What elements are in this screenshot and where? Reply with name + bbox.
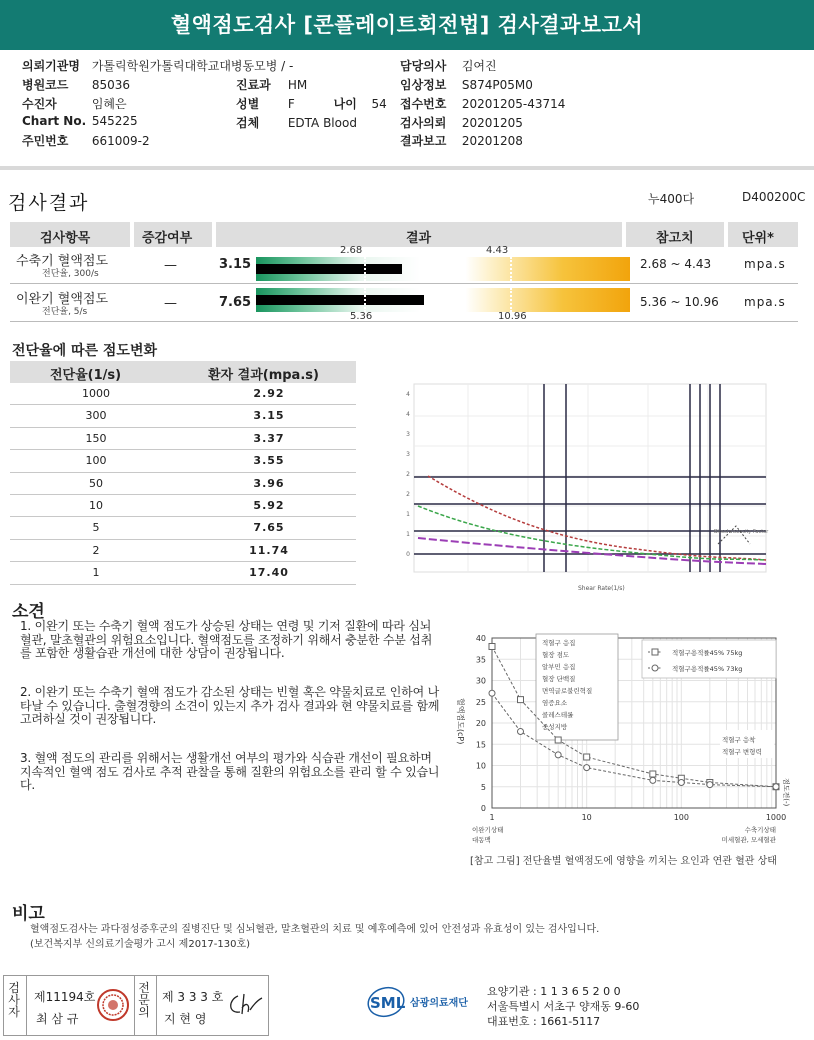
header-divider xyxy=(212,222,216,247)
result-value: 3.15 xyxy=(219,257,252,272)
report-date-row: 결과보고 20201208 xyxy=(400,134,523,148)
table-row xyxy=(10,540,356,562)
shear-value: 7.65 xyxy=(253,521,285,535)
hospital-code-row: 병원코드 85036 xyxy=(22,78,131,92)
dept-row: 진료과 HM xyxy=(236,78,308,92)
factor-item: 적혈구 응집 xyxy=(542,639,576,647)
shear-value: 2.92 xyxy=(253,387,285,400)
result-sub: 전단율, 300/s xyxy=(42,269,99,279)
reference-chart xyxy=(450,628,800,850)
shear-table-header xyxy=(10,361,356,383)
org-address xyxy=(487,984,639,1029)
factor-item: 염증요소 xyxy=(542,699,568,707)
shear-rate: 50 xyxy=(89,476,103,490)
header-result: 결과 xyxy=(406,231,432,246)
factor-item: 콜레스테롤 xyxy=(542,711,574,719)
shear-rate: 10 xyxy=(89,498,103,512)
shear-rate: 150 xyxy=(85,431,107,445)
series-point-1 xyxy=(650,771,656,777)
header-reference: 참고치 xyxy=(656,231,694,246)
result-row-systolic xyxy=(10,245,798,284)
ytick: 4 xyxy=(406,411,410,418)
gauge-high-marker xyxy=(510,257,512,281)
gauge-low-marker xyxy=(364,257,366,281)
ytick: 3 xyxy=(406,431,410,438)
chart2-xticks xyxy=(489,813,786,822)
series-point-1 xyxy=(584,754,590,760)
series-point-1 xyxy=(517,697,523,703)
result-gauge xyxy=(256,288,630,312)
table-row xyxy=(10,383,356,405)
factor2-item: 적혈구 응착 xyxy=(722,736,756,744)
test-code-2: D400200C xyxy=(742,190,806,204)
sml-logo-icon xyxy=(366,984,482,1020)
ytick: 40 xyxy=(475,634,486,643)
ytick: 1 xyxy=(406,531,410,538)
shear-title: 전단율에 따른 점도변화 xyxy=(12,343,157,359)
shear-rate: 1 xyxy=(92,566,100,580)
ytick: 10 xyxy=(475,761,486,771)
remark-line-1: 혈액점도검사는 과다점성증후군의 질병진단 및 심뇌혈관, 말초혈관의 치료 및 예후예측에 있어 안전성과 유효성이 있는 검사입니다. xyxy=(30,924,600,935)
examiner-license: 제11194호 xyxy=(34,990,96,1004)
header-change: 증감여부 xyxy=(142,231,193,246)
chart1-xlabel: Shear Rate(1/s) xyxy=(578,585,625,592)
x-right-label-2: 미세혈관, 모세혈관 xyxy=(721,836,776,844)
clinical-row: 임상정보 S874P05M0 xyxy=(400,78,533,92)
chart-no-row: Chart No. 545225 xyxy=(22,114,138,128)
table-row xyxy=(10,517,356,539)
series-point-1 xyxy=(555,737,561,743)
svg-text:삼광의료재단: 삼광의료재단 xyxy=(410,998,468,1009)
legend-marker-2 xyxy=(652,665,658,671)
opinion-paragraph-2: 2. 이완기 또는 수축기 혈액 점도가 감소된 상태는 빈혈 혹은 약물치료로 인하여 나타날 수 있습니다. 출혈경향의 소견이 있는지 추가 검사 결과와 현 약물치료를 함께 고려하실 것이 권장됩니다. xyxy=(20,685,440,726)
specialist-license: 제 3 3 3 호 xyxy=(162,990,224,1004)
result-change: — xyxy=(164,258,177,273)
result-name: 수축기 혈액점도 xyxy=(16,254,109,269)
factor-item: 면역글로불린혁질 xyxy=(542,687,593,695)
receipt-row: 접수번호 20201205-43714 xyxy=(400,97,566,111)
table-row xyxy=(10,428,356,450)
series-point-2 xyxy=(489,690,495,696)
viscosity-chart xyxy=(388,376,788,594)
ytick: 4 xyxy=(406,391,410,398)
table-row xyxy=(10,495,356,517)
ytick: 1 xyxy=(406,511,410,518)
result-gauge-fill xyxy=(256,295,424,305)
results-header xyxy=(10,222,798,247)
shear-col-rate: 전단율(1/s) xyxy=(50,368,122,383)
result-gauge xyxy=(256,257,630,281)
sex-row: 성별 F 나이 54 xyxy=(236,97,387,111)
address: 서울특별시 서초구 양재동 9-60 xyxy=(487,1000,640,1013)
series-point-2 xyxy=(678,780,684,786)
shear-rate: 5 xyxy=(92,521,100,535)
result-reference: 2.68 ~ 4.43 xyxy=(640,257,712,271)
request-row: 검사의뢰 20201205 xyxy=(400,116,523,130)
shear-rate: 1000 xyxy=(82,387,110,400)
specialist-name: 지 현 영 xyxy=(164,1012,207,1026)
result-unit: mpa.s xyxy=(744,295,786,309)
remark-line-2: (보건복지부 신의료기술평가 고시 제2017-130호) xyxy=(30,939,251,950)
examinee-row: 수진자 임혜은 xyxy=(22,97,127,111)
test-code-1: 누400다 xyxy=(648,192,695,206)
tick-low: 2.68 xyxy=(340,245,363,256)
result-value: 7.65 xyxy=(219,295,252,310)
institution-row: 의뢰기관명 가톨릭학원가톨릭대학교대병동모병 / - xyxy=(22,59,294,73)
series-point-2 xyxy=(773,784,779,790)
legend-label-1: 적혈구용적률45% 75kg xyxy=(672,649,743,657)
result-row-diastolic xyxy=(10,286,798,322)
x-left-label-2: 대동맥 xyxy=(472,836,491,844)
factor-item: 중성지방 xyxy=(542,723,568,731)
x-left-label-1: 이완기상태 xyxy=(472,826,504,834)
signature-box xyxy=(3,975,269,1036)
factor2-item: 적혈구 변형력 xyxy=(722,748,762,756)
series-point-1 xyxy=(489,644,495,650)
ytick: 5 xyxy=(480,782,486,792)
ytick: 2 xyxy=(406,471,410,478)
ytick: 20 xyxy=(475,719,486,728)
shear-value: 3.96 xyxy=(253,476,285,490)
signature-icon xyxy=(226,990,266,1020)
ytick: 3 xyxy=(406,451,410,458)
patient-info xyxy=(0,52,814,170)
tick-high: 4.43 xyxy=(486,245,509,256)
legend-label-2: 적혈구용적률45% 73kg xyxy=(672,665,743,673)
ytick: 30 xyxy=(475,676,486,686)
chart2-yticks xyxy=(476,634,486,813)
agency-number: 요양기관 : 1 1 3 6 5 2 0 0 xyxy=(487,985,621,998)
doctor-row: 담당의사 김여진 xyxy=(400,59,497,73)
tick-low: 5.36 xyxy=(350,311,373,322)
header-item: 검사항목 xyxy=(40,231,91,246)
gauge-low-marker xyxy=(364,288,366,312)
shear-value: 17.40 xyxy=(249,566,289,580)
chart1-legend: Blood viscosity Factor xyxy=(714,529,769,535)
shear-value: 3.37 xyxy=(253,431,285,445)
shear-value: 3.15 xyxy=(253,409,285,423)
table-row xyxy=(10,473,356,495)
chart1-frame xyxy=(414,384,766,572)
xtick: 1 xyxy=(489,813,495,822)
shear-rate: 300 xyxy=(85,409,107,423)
opinion-paragraph-3: 3. 혈액 점도의 관리를 위해서는 생활개선 여부의 평가와 식습관 개선이 필요하며 지속적인 혈액 점도 검사로 추적 관찰을 통해 질환의 위험요소를 관리 할 수 있습니다. xyxy=(20,751,440,792)
opinion-title: 소견 xyxy=(12,602,45,622)
divider xyxy=(26,976,27,1035)
result-name: 이완기 혈액점도 xyxy=(16,292,109,307)
opinion-paragraph-1: 1. 이완기 또는 수축기 혈액 점도가 상승된 상태는 연령 및 기저 질환에 따라 심뇌혈관, 말초혈관의 위험요소입니다. 혈액점도를 조정하기 위해서 충분한 수분 섭취를 포함한 생활습관 개선에 대한 상담이 권장됩니다. xyxy=(20,619,433,660)
header-divider xyxy=(622,222,626,247)
divider xyxy=(156,976,157,1035)
remark-text xyxy=(30,922,599,952)
table-row xyxy=(10,562,356,584)
result-sub: 전단율, 5/s xyxy=(42,307,88,317)
xtick: 1000 xyxy=(765,813,787,822)
table-row xyxy=(10,405,356,427)
gauge-high-marker xyxy=(510,288,512,312)
specimen-row: 검체 EDTA Blood xyxy=(236,116,357,130)
chart2-ylabel-right: 점도전(-) xyxy=(782,778,790,807)
ytick: 35 xyxy=(475,655,486,665)
xtick: 10 xyxy=(581,813,592,822)
shear-col-value: 환자 결과(mpa.s) xyxy=(208,368,319,383)
xtick: 100 xyxy=(673,813,689,822)
result-reference: 5.36 ~ 10.96 xyxy=(640,295,719,309)
result-gauge-fill xyxy=(256,264,402,274)
header-unit: 단위* xyxy=(742,231,774,246)
ytick: 2 xyxy=(406,491,410,498)
svg-text:SML: SML xyxy=(370,994,406,1012)
result-unit: mpa.s xyxy=(744,257,786,271)
shear-rate: 100 xyxy=(85,454,107,468)
result-change: — xyxy=(164,296,177,311)
ytick: 0 xyxy=(406,551,410,558)
chart-caption: [참고 그림] 전단율별 혈액점도에 영향을 끼치는 요인과 연관 혈관 상태 xyxy=(470,856,777,867)
examiner-name: 최 삼 규 xyxy=(36,1012,79,1026)
chart1-yticks xyxy=(406,391,410,558)
table-row xyxy=(10,450,356,472)
examiner-seal-icon xyxy=(96,988,130,1022)
x-right-label-1: 수축기상태 xyxy=(744,826,776,834)
series-point-2 xyxy=(650,777,656,783)
series-point-2 xyxy=(584,765,590,771)
ytick: 25 xyxy=(475,697,486,707)
legend-marker-1 xyxy=(652,649,658,655)
id-row: 주민번호 661009-2 xyxy=(22,134,150,148)
series-point-2 xyxy=(517,729,523,735)
factor-item: 알부민 응집 xyxy=(542,663,576,671)
ytick: 15 xyxy=(475,740,486,750)
remark-title: 비고 xyxy=(12,904,45,924)
series-point-2 xyxy=(555,752,561,758)
series-point-2 xyxy=(707,782,713,788)
examiner-label: 검사자 xyxy=(8,981,20,1019)
shear-table xyxy=(10,361,356,585)
sml-logo xyxy=(366,984,482,1023)
shear-value: 3.55 xyxy=(253,454,285,468)
header-divider xyxy=(724,222,728,247)
shear-value: 5.92 xyxy=(253,498,285,512)
tick-high: 10.96 xyxy=(498,311,527,322)
shear-value: 11.74 xyxy=(249,543,289,557)
factor-item: 혈장 단백질 xyxy=(542,675,576,683)
header-divider xyxy=(130,222,134,247)
results-title: 검사결과 xyxy=(8,192,90,214)
shear-rate: 2 xyxy=(92,543,100,557)
chart2-ylabel: 혈액점도(cP) xyxy=(456,698,465,745)
phone: 대표번호 : 1661-5117 xyxy=(487,1015,601,1028)
divider xyxy=(134,976,135,1035)
specialist-label: 전문의 xyxy=(138,981,150,1019)
report-title: 혈액점도검사 [콘플레이트회전법] 검사결과보고서 xyxy=(0,0,814,50)
factor-item: 혈장 점도 xyxy=(542,651,570,659)
ytick: 0 xyxy=(480,804,486,813)
